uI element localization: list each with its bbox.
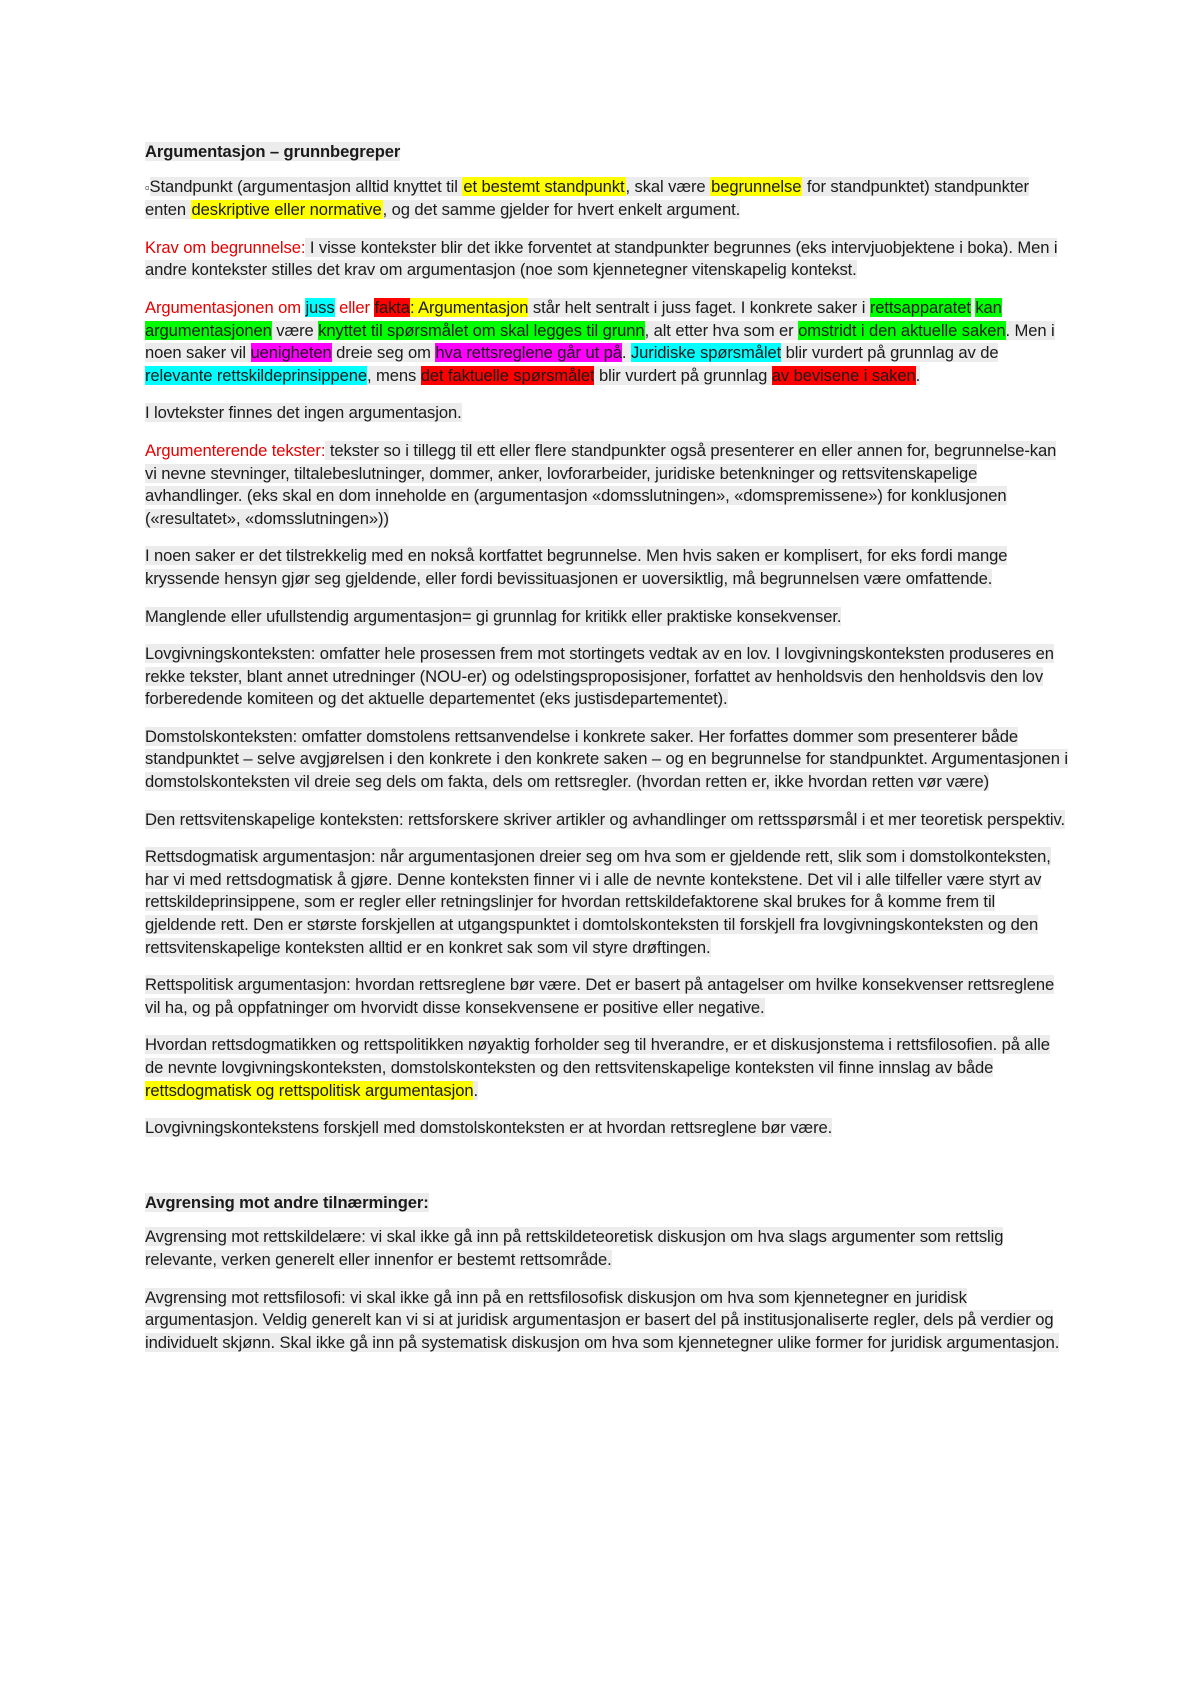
text-run: blir vurdert på grunnlag [594,365,772,385]
section-title [145,141,1070,164]
text-run: Manglende eller ufullstendig argumentasjon= gi grunnlag for kritikk eller praktiske konsekvenser. [145,606,842,626]
section-title-text: Argumentasjon – grunnbegreper [145,142,401,161]
text-run: være [271,320,319,340]
text-run: dreie seg om [331,343,436,363]
text-run: . [621,343,631,363]
highlight-magenta: hva rettsreglene går ut på [435,343,622,363]
text-run: , alt etter hva som er [644,320,799,340]
highlight-cyan: relevante rettskildeprinsippene [145,365,367,385]
paragraph-standpunkt [145,176,1070,222]
paragraph-begrunnelse [145,545,1070,590]
text-run: , skal være [625,176,711,196]
text-run: , mens [366,365,421,385]
red-label: Argumenterende tekster: [145,440,326,460]
highlight-cyan: Juridiske spørsmålet [630,343,782,363]
text-run: for standpunktet) standpunkter enten [145,176,1029,220]
text-run: Domstolskonteksten: omfatter domstolens rettsanvendelse i konkrete saker. Her forfattes dommer som presenterer både standpunktet – selve avgjørelsen i den konkrete i den konkrete saken – og en begrunnelse for standpunktet. Argumentasjonen i domstolskonteksten vil dreie seg dels om fakta, dels om rettsregler. (hvordan retten er, ikke hvordan retten vør være) [145,726,1068,792]
text-run: står helt sentralt i juss faget. I konkrete saker i [528,297,870,317]
highlight-green: omstridt i den aktuelle saken [798,320,1006,340]
text-run: I noen saker er det tilstrekkelig med en nokså kortfattet begrunnelse. Men hvis saken er komplisert, for eks fordi mange kryssende hensyn gjør seg gjeldende, eller fordi bevissituasjonen er uoversiktlig, må begrunnelsen være omfattende. [145,546,1008,588]
paragraph-lovgivningskonteksten [145,643,1070,711]
highlight-yellow: begrunnelse [711,176,802,196]
red-label: Argumentasjonen om [145,297,306,317]
highlight-green: kan argumentasjonen [145,297,1002,340]
highlight-cyan: juss [305,297,335,317]
paragraph-manglende [145,606,1070,629]
highlight-red: av bevisene i saken [771,365,916,385]
text-run: I lovtekster finnes det ingen argumentasjon. [145,403,462,423]
paragraph-rettspolitisk [145,974,1070,1019]
paragraph-argumenterende [145,440,1070,530]
text-run: Hvordan rettsdogmatikken og rettspolitikken nøyaktig forholder seg til hverandre, er et diskusjonstema i rettsfilosofien. på alle de nevnte lovgivningskonteksten, domstolskonteksten og den rettsvitenskapelige konteksten vil finne innslag av både [145,1035,1050,1077]
text-run: Standpunkt (argumentasjon alltid knyttet til [149,176,463,196]
text-run: I visse kontekster blir det ikke forventet at standpunkter begrunnes (eks intervjuobjektene i boka). Men i andre kontekster stilles det krav om argumentasjon (noe som kjennetegner vitenskapelig kontekst. [145,237,1058,280]
red-label: eller [334,297,375,317]
text-run: . Men i noen saker vil [145,320,1055,363]
text-run: Den rettsvitenskapelige konteksten: rettsforskere skriver artikler og avhandlinger om rettsspørsmål i et mer teoretisk perspektiv. [145,809,1065,829]
highlight-yellow: et bestemt standpunkt [463,176,625,196]
text-run: Rettsdogmatisk argumentasjon: når argumentasjonen dreier seg om hva som er gjeldende rett, slik som i domstolkonteksten, har vi med rettsdogmatisk å gjøre. Denne konteksten finner vi i alle de nevnte kontekstene. Det vil i alle tilfeller være styrt av rettskildeprinsippene, som er regler eller retningslinjer for hvordan rettskildefaktorene skal brukes for å komme frem til gjeldende rett. Den er største forskjellen at utgangspunktet i domtolskonteksten til forskjell fra lovgivningskonteksten og den rettsvitenskapelige konteksten alltid er en konkret sak som vil styre drøftingen. [145,847,1051,957]
paragraph-rettsfilosofi [145,1287,1070,1355]
text-run: tekster so i tillegg til ett eller flere standpunkter også presenterer en eller annen for, begrunnelse-kan vi nevne stevninger, tiltalebeslutninger, dommer, anker, lovforarbeider, juridiske betenkninger og rettsvitenskapelige avhandlinger. (eks skal en dom inneholde en (argumentasjon «domsslutningen», «domspremissene») for konklusjonen («resultatet», «domsslutningen»)) [145,440,1057,528]
paragraph-juss-fakta [145,297,1070,387]
paragraph-hvordan [145,1034,1070,1102]
text-run: , og det samme gjelder for hvert enkelt argument. [382,200,741,220]
red-label: Krav om begrunnelse: [145,237,306,257]
paragraph-rettskildelaere [145,1226,1070,1271]
text-run: Avgrensing mot rettsfilosofi: vi skal ikke gå inn på en rettsfilosofisk diskusjon om hva som kjennetegner en juridisk argumentasjon. Veldig generelt kan vi si at juridisk argumentasjon er basert del på institusjonaliserte regler, dels på verdier og individuelt skjønn. Skal ikke gå inn på systematisk diskusjon om hva som kjennetegner ulike former for juridisk argumentasjon. [145,1287,1060,1352]
highlight-yellow: rettsdogmatisk og rettspolitisk argumentasjon [145,1080,474,1100]
paragraph-domstolskonteksten [145,726,1070,794]
text-run: . [915,365,921,385]
paragraph-rettsvitenskapelige [145,809,1070,832]
highlight-green: knyttet til spørsmålet om skal legges til grunn [318,320,645,340]
text-run: . [473,1080,478,1100]
text-run: blir vurdert på grunnlag av de [781,343,999,363]
paragraph-krav [145,237,1070,282]
highlight-magenta: uenigheten [250,343,332,363]
paragraph-rettsdogmatisk [145,846,1070,959]
text-run: Lovgivningskontekstens forskjell med domstolskonteksten er at hvordan rettsreglene bør være. [145,1118,833,1138]
highlight-red: fakta [374,297,410,317]
highlight-green: rettsapparatet [869,297,971,317]
paragraph-lovtekster [145,402,1070,425]
text-run: Rettspolitisk argumentasjon: hvordan rettsreglene bør være. Det er basert på antagelser om hvilke konsekvenser rettsreglene vil ha, og på oppfatninger om hvorvidt disse konsekvensene er positive eller negative. [145,975,1055,1017]
highlight-yellow: deskriptive eller normative [191,200,382,220]
highlight-yellow: : Argumentasjon [409,297,529,317]
section-title [145,1192,1070,1215]
text-run: Avgrensing mot rettskildelære: vi skal ikke gå inn på rettskildeteoretisk diskusjon om hva slags argumenter som rettslig relevante, verken generelt eller innenfor er bestemt rettsområde. [145,1227,1004,1269]
bullet-icon: ▫ [145,179,150,195]
paragraph-forskjell [145,1117,1070,1140]
section-title-text: Avgrensing mot andre tilnærminger: [145,1192,429,1212]
text-run: Lovgivningskonteksten: omfatter hele prosessen frem mot stortingets vedtak av en lov. I lovgivningskonteksten produseres en rekke tekster, blant annet utredninger (NOU-er) og odelstingsproposisjoner, forfattet av henholdsvis den henholdsvis den lov forberedende komiteen og det aktuelle departementet (eks justisdepartementet). [145,644,1054,709]
highlight-red: det faktuelle spørsmålet [420,365,595,385]
